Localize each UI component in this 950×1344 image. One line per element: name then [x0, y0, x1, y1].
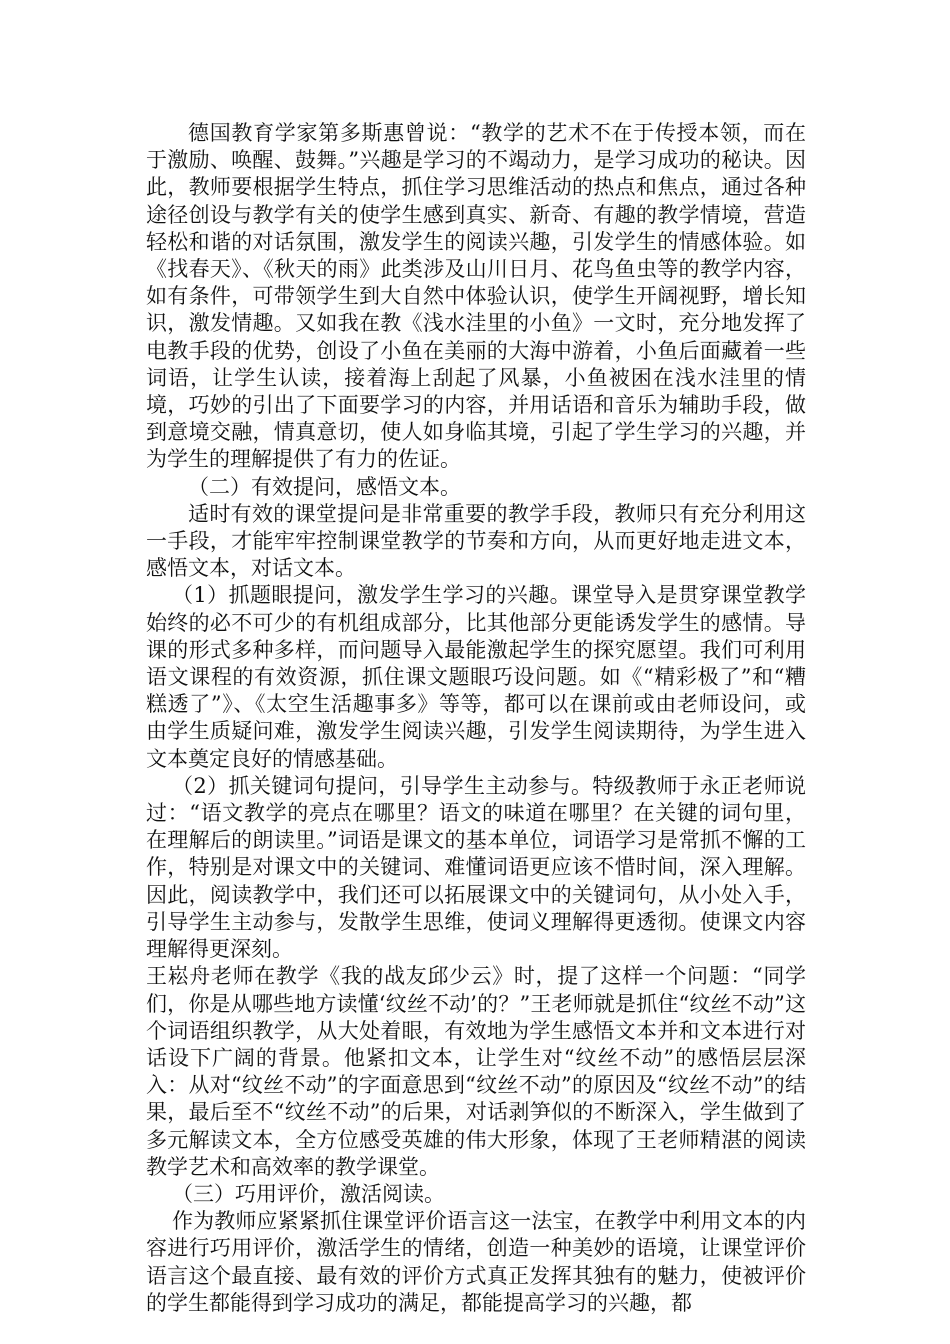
paragraph-point-1: （1）抓题眼提问，激发学生学习的兴趣。课堂导入是贯穿课堂教学始终的必不可少的有机组成部分，比其他部分更能诱发学生的感情。导课的形式多种多样，而问题导入最能激起学生的探究愿望。我们可利用语文课程的有效资源，抓住课文题眼巧设问题。如《“精彩极了”和“糟糕透了”》、《太空生活趣事多》等等，都可以在课前或由老师设问，或由学生质疑问难，激发学生阅读兴趣，引发学生阅读期待，为学生进入文本奠定良好的情感基础。 — [146, 583, 806, 771]
paragraph-intro: 德国教育学家第多斯惠曾说：“教学的艺术不在于传授本领，而在于激励、唤醒、鼓舞。”兴趣是学习的不竭动力，是学习成功的秘诀。因此，教师要根据学生特点，抓住学习思维活动的热点和焦点，通过各种途径创设与教学有关的使学生感到真实、新奇、有趣的教学情境，营造轻松和谐的对话氛围，激发学生的阅读兴趣，引发学生的情感体验。如《找春天》、《秋天的雨》此类涉及山川日月、花鸟鱼虫等的教学内容，如有条件，可带领学生到大自然中体验认识，使学生开阔视野，增长知识，激发情趣。又如我在教《浅水洼里的小鱼》一文时，充分地发挥了电教手段的优势，创设了小鱼在美丽的大海中游着，小鱼后面藏着一些词语，让学生认读，接着海上刮起了风暴，小鱼被困在浅水洼里的情境，巧妙的引出了下面要学习的内容，并用话语和音乐为辅助手段，做到意境交融，情真意切，使人如身临其境，引起了学生学习的兴趣，并为学生的理解提供了有力的佐证。 — [146, 121, 806, 472]
paragraph-evaluation: 作为教师应紧紧抓住课堂评价语言这一法宝，在教学中利用文本的内容进行巧用评价，激活学生的情绪，创造一种美妙的语境，让课堂评价语言这个最直接、最有效的评价方式真正发挥其独有的魅力，使被评价的学生都能得到学习成功的满足，都能提高学习的兴趣，都 — [146, 1209, 806, 1315]
paragraph-point-2: （2）抓关键词句提问，引导学生主动参与。特级教师于永正老师说过：“语文教学的亮点在哪里？语文的味道在哪里？在关键的词句里，在理解后的朗读里。”词语是课文的基本单位，词语学习是常抓不懈的工作，特别是对课文中的关键词、难懂词语更应该不惜时间，深入理解。因此，阅读教学中，我们还可以拓展课文中的关键词句，从小处入手，引导学生主动参与，发散学生思维，使词义理解得更透彻。使课文内容理解得更深刻。 — [146, 773, 806, 962]
section-heading-effective-questioning: （二）有效提问，感悟文本。 — [188, 474, 461, 499]
section-heading-evaluation: （三）巧用评价，激活阅读。 — [172, 1181, 445, 1206]
document-body — [146, 120, 806, 1317]
paragraph-questions: 适时有效的课堂提问是非常重要的教学手段，教师只有充分利用这一手段，才能牢牢控制课堂教学的节奏和方向，从而更好地走进文本，感悟文本，对话文本。 — [146, 501, 806, 581]
paragraph-example: 王崧舟老师在教学《我的战友邱少云》时，提了这样一个问题：“同学们，你是从哪些地方读懂‘纹丝不动’的？”王老师就是抓住“纹丝不动”这个词语组织教学，从大处着眼，有效地为学生感悟文本并和文本进行对话设下广阔的背景。他紧扣文本，让学生对“纹丝不动”的感悟层层深入：从对“纹丝不动”的字面意思到“纹丝不动”的原因及“纹丝不动”的结果，最后至不“纹丝不动”的后果，对话剥笋似的不断深入，学生做到了多元解读文本，全方位感受英雄的伟大形象，体现了王老师精湛的阅读教学艺术和高效率的教学课堂。 — [146, 964, 806, 1179]
